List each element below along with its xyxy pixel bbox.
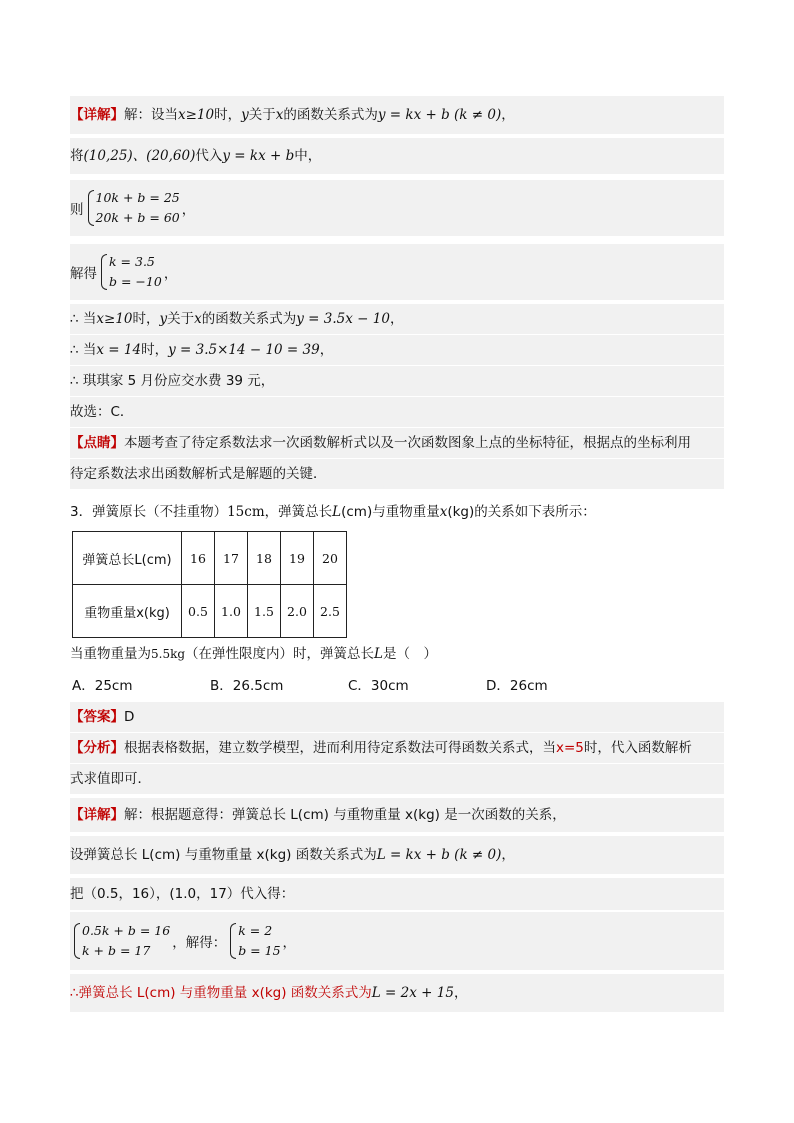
detail-line-8: 故选：C． <box>70 397 724 427</box>
detail-line-6: ∴ 当x = 14时，y = 3.5×14 − 10 = 39， <box>70 335 724 365</box>
table-row-header: 弹簧总长L(cm) <box>73 532 182 585</box>
solution-system: k = 3.5 b = −10 <box>99 252 162 292</box>
analysis-line-1: 【分析】根据表格数据，建立数学模型，进而利用待定系数法可得函数关系式，当x=5时，代入函数解析 <box>70 733 724 763</box>
table-row <box>73 532 347 585</box>
data-table <box>72 531 347 638</box>
option-a[interactable]: A．25cm <box>72 678 133 694</box>
question-ask: 当重物重量为5.5kg（在弹性限度内）时，弹簧总长L是（ ） <box>70 646 438 662</box>
analysis-tag: 【分析】 <box>70 740 124 756</box>
table-row <box>73 585 347 638</box>
table-cell: 17 <box>215 532 248 585</box>
table-cell: 18 <box>248 532 281 585</box>
detail2-line-2: 设弹簧总长 L(cm) 与重物重量 x(kg) 函数关系式为L = kx + b (k ≠ 0)， <box>70 836 724 874</box>
detail2-tag: 【详解】 <box>70 807 124 823</box>
detail-line-3: 则 10k + b = 25 20k + b = 60 ， <box>70 180 724 236</box>
table-cell: 2.5 <box>314 585 347 638</box>
table-cell: 0.5 <box>182 585 215 638</box>
option-c[interactable]: C．30cm <box>348 678 409 694</box>
table-cell: 20 <box>314 532 347 585</box>
table-cell: 2.0 <box>281 585 314 638</box>
options-row <box>70 672 724 700</box>
table-cell: 1.5 <box>248 585 281 638</box>
table-cell: 19 <box>281 532 314 585</box>
detail-line-2: 将(10,25)、(20,60)代入y = kx + b中， <box>70 138 724 174</box>
equation-system: 0.5k + b = 16 k + b = 17 <box>72 921 170 961</box>
equation-system: 10k + b = 25 20k + b = 60 <box>86 188 180 228</box>
detail-line-7: ∴ 琪琪家 5 月份应交水费 39 元， <box>70 366 724 396</box>
detail-line-4: 解得 k = 3.5 b = −10 ， <box>70 244 724 300</box>
detail-tag: 【详解】 <box>70 107 124 123</box>
answer-tag: 【答案】 <box>70 709 124 725</box>
table-cell: 1.0 <box>215 585 248 638</box>
comment-tag: 【点睛】 <box>70 435 124 451</box>
option-b[interactable]: B．26.5cm <box>210 678 284 694</box>
comment-line-1: 【点睛】本题考查了待定系数法求一次函数解析式以及一次函数图象上点的坐标特征，根据点的坐标利用 <box>70 428 724 458</box>
detail-line-1: 【详解】解：设当x≥10时，y关于x的函数关系式为y = kx + b (k ≠ 0)， <box>70 96 724 134</box>
analysis-line-2: 式求值即可． <box>70 764 724 794</box>
option-d[interactable]: D．26cm <box>486 678 548 694</box>
table-cell: 16 <box>182 532 215 585</box>
detail2-line-5: ∴弹簧总长 L(cm) 与重物重量 x(kg) 函数关系式为L = 2x + 15， <box>70 974 724 1012</box>
table-row-header: 重物重量x(kg) <box>73 585 182 638</box>
detail2-line-3: 把（0.5，16），(1.0，17）代入得： <box>70 878 724 910</box>
solution-system: k = 2 b = 15 <box>228 921 280 961</box>
detail2-line-1: 【详解】解：根据题意得：弹簧总长 L(cm) 与重物重量 x(kg) 是一次函数的关系， <box>70 798 724 832</box>
detail2-line-4: 0.5k + b = 16 k + b = 17 ，解得： k = 2 b = 15 ， <box>70 912 724 970</box>
answer-value: D <box>124 709 135 725</box>
question-stem: 3．弹簧原长（不挂重物）15cm，弹簧总长L(cm)与重物重量x(kg)的关系如下表所示： <box>70 504 596 520</box>
detail-line-5: ∴ 当x≥10时，y关于x的函数关系式为y = 3.5x − 10， <box>70 304 724 334</box>
answer-line <box>70 702 724 732</box>
comment-line-2: 待定系数法求出函数解析式是解题的关键． <box>70 459 724 489</box>
